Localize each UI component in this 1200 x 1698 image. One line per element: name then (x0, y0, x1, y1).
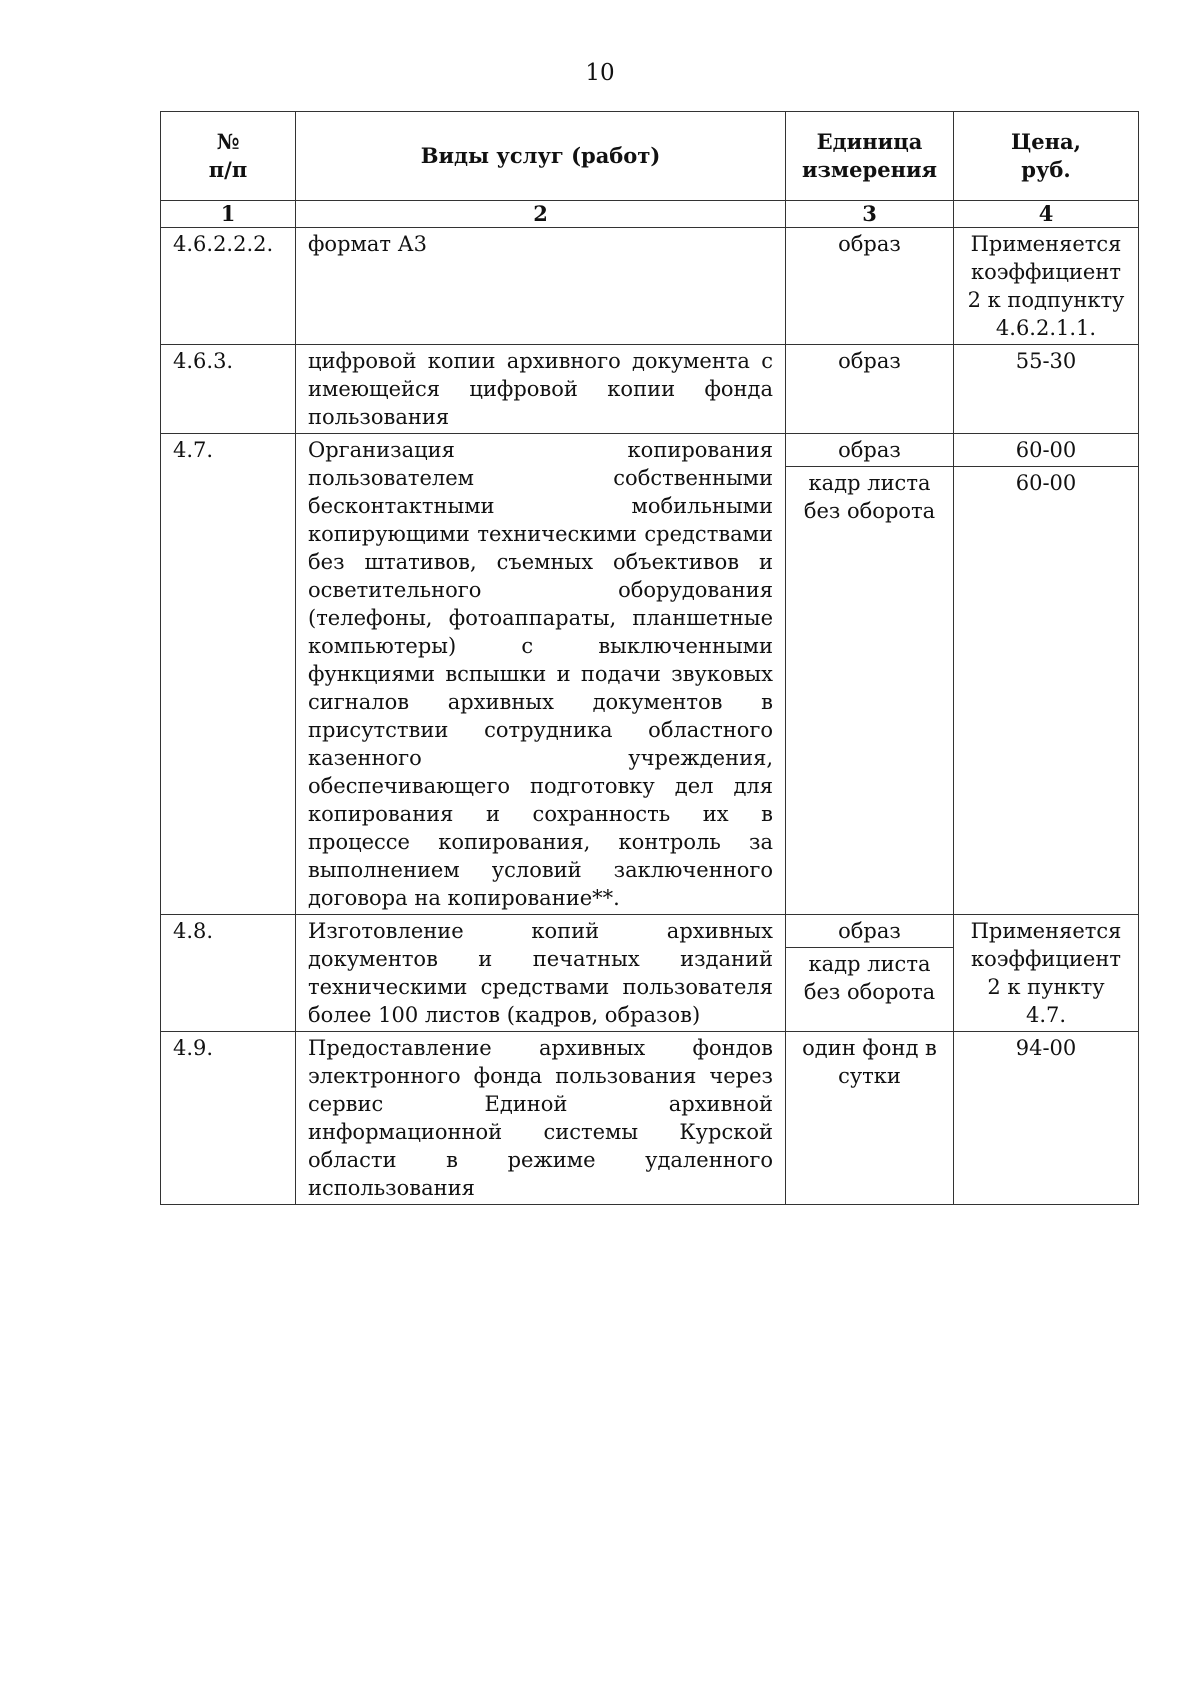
column-number: 1 (161, 201, 296, 228)
unit-option: образ (838, 438, 901, 462)
header-price-line2: руб. (1021, 157, 1071, 182)
unit-option: кадр листа без оборота (786, 947, 953, 1008)
service-description: формат А3 (296, 228, 786, 345)
unit-of-measure: один фонд в сутки (786, 1032, 954, 1205)
row-number: 4.6.3. (161, 345, 296, 434)
table-row (161, 228, 1139, 345)
header-num-line1: № (216, 129, 240, 154)
table-row (161, 1032, 1139, 1205)
unit-of-measure (786, 434, 954, 915)
unit-of-measure (786, 915, 954, 1032)
price: 55-30 (954, 345, 1139, 434)
page-number: 10 (585, 60, 615, 86)
price: Применяется коэффициент 2 к подпункту 4.6.2.1.1. (954, 228, 1139, 345)
header-service: Виды услуг (работ) (296, 112, 786, 201)
row-number: 4.8. (161, 915, 296, 1032)
price: 94-00 (954, 1032, 1139, 1205)
unit-of-measure: образ (786, 345, 954, 434)
column-number: 4 (954, 201, 1139, 228)
column-number: 2 (296, 201, 786, 228)
header-price-line1: Цена, (1011, 129, 1081, 154)
header-unit (786, 112, 954, 201)
row-number: 4.9. (161, 1032, 296, 1205)
table-row (161, 345, 1139, 434)
price-option: 60-00 (1015, 438, 1077, 462)
header-unit-line1: Единица (816, 129, 923, 154)
tariff-table (160, 111, 1139, 1205)
service-description: Предоставление архивных фондов электронного фонда пользования через сервис Единой архивной информационной системы Курской области в режиме удаленного использования (296, 1032, 786, 1205)
row-number: 4.6.2.2.2. (161, 228, 296, 345)
service-description: Организация копирования пользователем собственными бесконтактными мобильными копирующими техническими средствами без штативов, съемных объективов и осветительного оборудования (телефоны, фотоаппараты, планшетные компьютеры) с выключенными функциями вспышки и подачи звуковых сигналов архивных документов в присутствии сотрудника областного казенного учреждения, обеспечивающего подготовку дел для копирования и сохранность их в процессе копирования, контроль за выполнением условий заключенного договора на копирование**. (296, 434, 786, 915)
unit-of-measure: образ (786, 228, 954, 345)
price-option: 60-00 (954, 466, 1138, 499)
header-num-line2: п/п (208, 157, 248, 182)
row-number: 4.7. (161, 434, 296, 915)
table-header-row (161, 112, 1139, 201)
header-price (954, 112, 1139, 201)
service-description: Изготовление копий архивных документов и печатных изданий техническими средствами пользователя более 100 листов (кадров, образов) (296, 915, 786, 1032)
header-num (161, 112, 296, 201)
column-numbers-row (161, 201, 1139, 228)
header-unit-line2: измерения (801, 157, 938, 182)
service-description: цифровой копии архивного документа с имеющейся цифровой копии фонда пользования (296, 345, 786, 434)
unit-option: образ (838, 919, 901, 943)
column-number: 3 (786, 201, 954, 228)
table-row (161, 434, 1139, 915)
price: Применяется коэффициент 2 к пункту 4.7. (954, 915, 1139, 1032)
unit-option: кадр листа без оборота (786, 466, 953, 527)
price (954, 434, 1139, 915)
table-row (161, 915, 1139, 1032)
